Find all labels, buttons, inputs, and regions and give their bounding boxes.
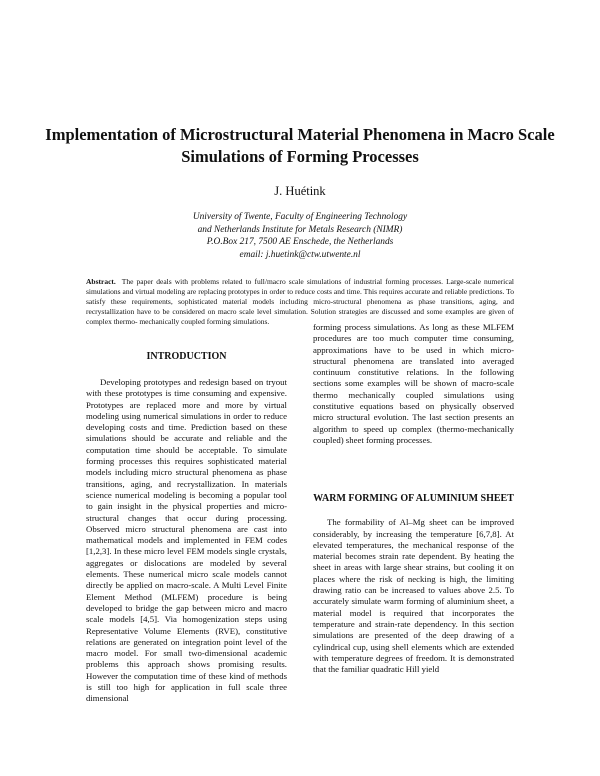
section-heading-warm-forming: WARM FORMING OF ALUMINIUM SHEET xyxy=(313,493,514,505)
affiliation-line: P.O.Box 217, 7500 AE Enschede, the Netherlands xyxy=(206,237,394,247)
abstract-label: Abstract. xyxy=(86,277,116,286)
abstract-text: The paper deals with problems related to full/macro scale simulations of industrial forming processes. Large-scale numerical simulations and virtual modeling are replacing prototypes in order to reduce costs and time. This requires accurate and reliable predictions. To satisfy these requirements, sophisticated material models including micro-structural phenomena as phase transitions, aging, and recrystallization have to be considered on macro scale level simulation. Solution strategies are discussed and some examples are given of complex thermo- mechanically coupled forming simulations. xyxy=(86,277,514,326)
affiliation-block xyxy=(0,211,600,261)
affiliation-line: University of Twente, Faculty of Engineering Technology xyxy=(192,212,408,222)
right-column xyxy=(313,322,514,675)
author-email: email: j.huetink@ctw.utwente.nl xyxy=(239,249,361,260)
paper-title: Implementation of Microstructural Material Phenomena in Macro Scale Simulations of Forming Processes xyxy=(45,125,555,166)
left-column xyxy=(86,350,287,705)
affiliation-line: and Netherlands Institute for Metals Research (NIMR) xyxy=(197,224,403,235)
author-name: J. Huétink xyxy=(274,184,326,198)
introduction-continuation: forming process simulations. As long as these MLFEM procedures are too much computer time consuming, approximations have to be used in which micro-structural phenomena are translated into averaged continuum constitutive relations. In the following sections some examples will be shown of macro-scale thermo mechanically coupled simulations using constitutive equations based on physically observed micro structural evolution. The last section presents an algorithm to speed up complex (thermo-mechanically coupled) sheet forming processes. xyxy=(313,322,514,445)
abstract xyxy=(86,277,514,327)
warm-forming-paragraph: The formability of Al–Mg sheet can be improved considerably, by increasing the temperature [6,7,8]. At elevated temperatures, the mechanical response of the material becomes strain rate dependent. By heating the sheet in areas with large shear strains, but cooling it on places where the risk of necking is high, the limiting drawing ratio can be increased to values above 2.5. To accurately simulate warm forming of aluminium sheet, a material model is required that incorporates the temperature and strain-rate dependency. In this section simulations are presented of the deep drawing of a cylindrical cup, using shell elements which are extended with temperature degrees of freedom. It is demonstrated that the familiar quadratic Hill yield xyxy=(313,517,514,675)
introduction-paragraph: Developing prototypes and redesign based on tryout with these prototypes is time consuming and expensive. Prototypes are replaced more and more by virtual modeling using numerical simulations in order to reduce developing costs and time. Prediction based on these simulations should be accurate and reliable and the computation time should be acceptable. To simulate forming processes this requires sophisticated material models including micro structural phenomena as phase transitions, aging, and recrystallization. In materials science numerical modeling is becoming a popular tool to gain insight in the physical properties and micro-structural changes that occur during processing. Observed micro structural phenomena are cast into mathematical models and implemented in FEM codes [1,2,3]. In these micro level FEM models single crystals, aggregates or dislocations are modeled by several elements. These numerical micro scale models cannot directly be applied on macro-scale. A Multi Level Finite Element Method (MLFEM) procedure is being developed to bridge the gap between micro and macro scale models [4,5]. Via homogenization steps using Representative Volume Elements (RVE), constitutive relations are generated on integration point level of the macro model. For small two-dimensional academic problems this approach shows promising results. However the computation time of these kind of methods is still too high for application in full scale three dimensional xyxy=(86,377,287,704)
section-heading-introduction: INTRODUCTION xyxy=(146,351,227,362)
